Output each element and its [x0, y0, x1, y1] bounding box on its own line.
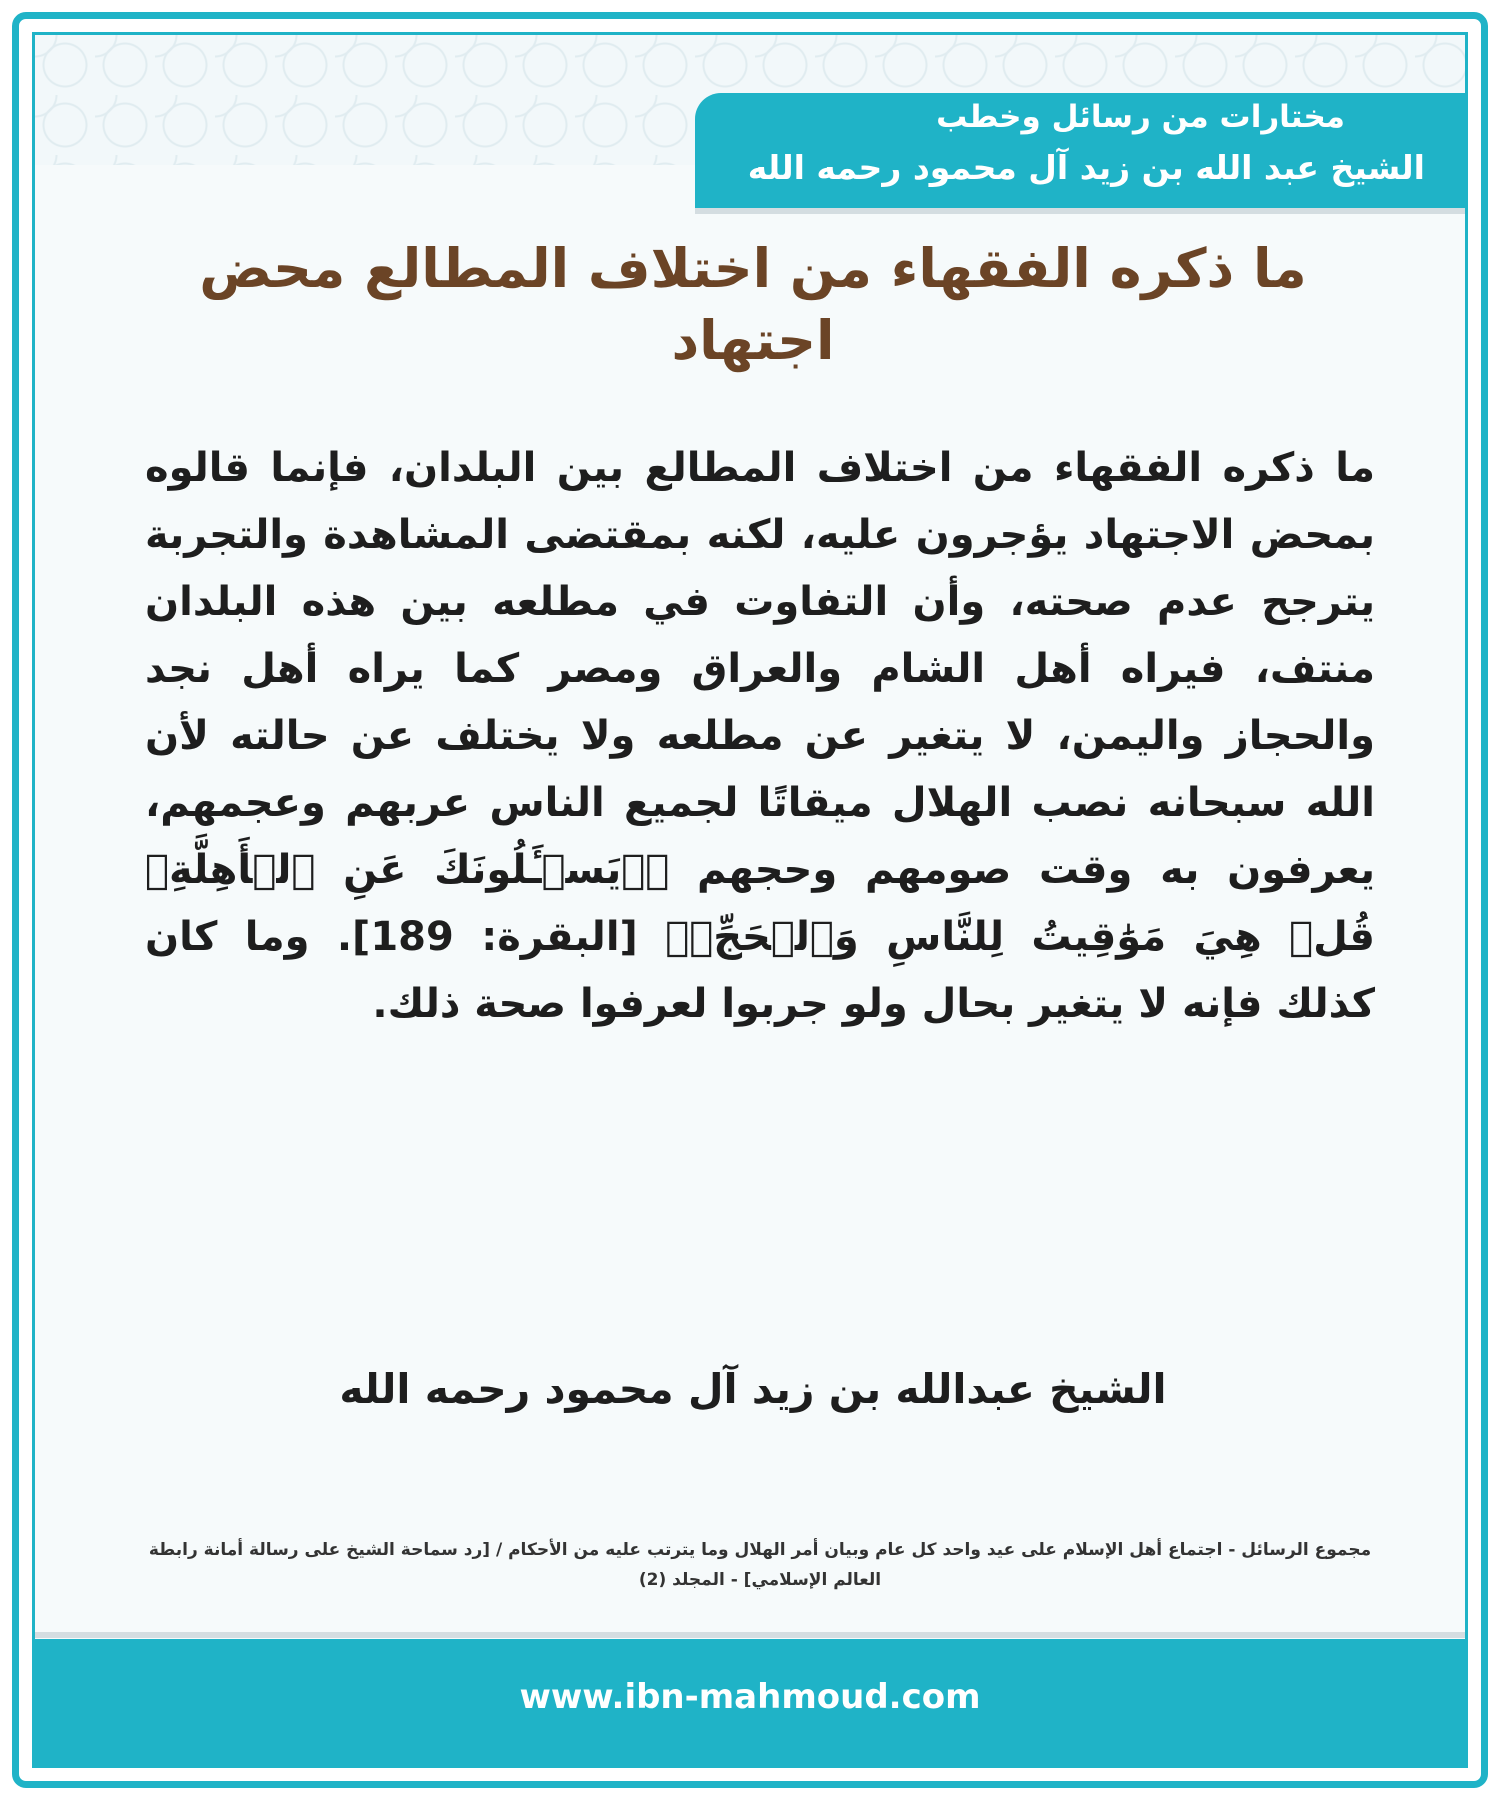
author-signature: الشيخ عبدالله بن زيد آل محمود رحمه الله	[339, 1365, 1167, 1413]
footer-divider	[35, 1632, 1465, 1638]
body-text: ما ذكره الفقهاء من اختلاف المطالع بين البلدان، فإنما قالوه بمحض الاجتهاد يؤجرون عليه، لكنه بمقتضى المشاهدة والتجربة يترجح عدم صحته، وأن التفاوت في مطلعه بين هذه البلدان منتف، فيراه أهل الشام والعراق ومصر كما يراه أهل نجد والحجاز واليمن، لا يتغير عن مطلعه ولا يختلف عن حالته لأن الله سبحانه نصب الهلال ميقاتًا لجميع الناس عربهم وعجمهم، يعرفون به وقت صومهم وحجهم ﴿۞يَسۡـَٔلُونَكَ عَنِ ٱلۡأَهِلَّةِۖ قُلۡ هِيَ مَوَٰقِيتُ لِلنَّاسِ وَٱلۡحَجِّۗ﴾ [البقرة: 189]. وما كان كذلك فإنه لا يتغير بحال ولو جربوا لعرفوا صحة ذلك.	[145, 445, 1375, 1027]
series-label: مختارات من رسائل وخطب	[936, 99, 1345, 135]
website-link[interactable]: www.ibn-mahmoud.com	[519, 1677, 981, 1717]
source-citation: مجموع الرسائل - اجتماع أهل الإسلام على عيد واحد كل عام وبيان أمر الهلال وما يترتب عليه من الأحكام / [رد سماحة الشيخ على رسالة أمانة رابطة العالم الإسلامي] - المجلد (2)	[148, 1540, 1372, 1590]
footer-bar	[35, 1639, 1465, 1768]
header-ribbon	[695, 93, 1465, 208]
card	[32, 32, 1468, 1768]
series-author: الشيخ عبد الله بن زيد آل محمود رحمه الله	[747, 148, 1425, 187]
page-title: ما ذكره الفقهاء من اختلاف المطالع محض اجتهاد	[199, 237, 1307, 372]
